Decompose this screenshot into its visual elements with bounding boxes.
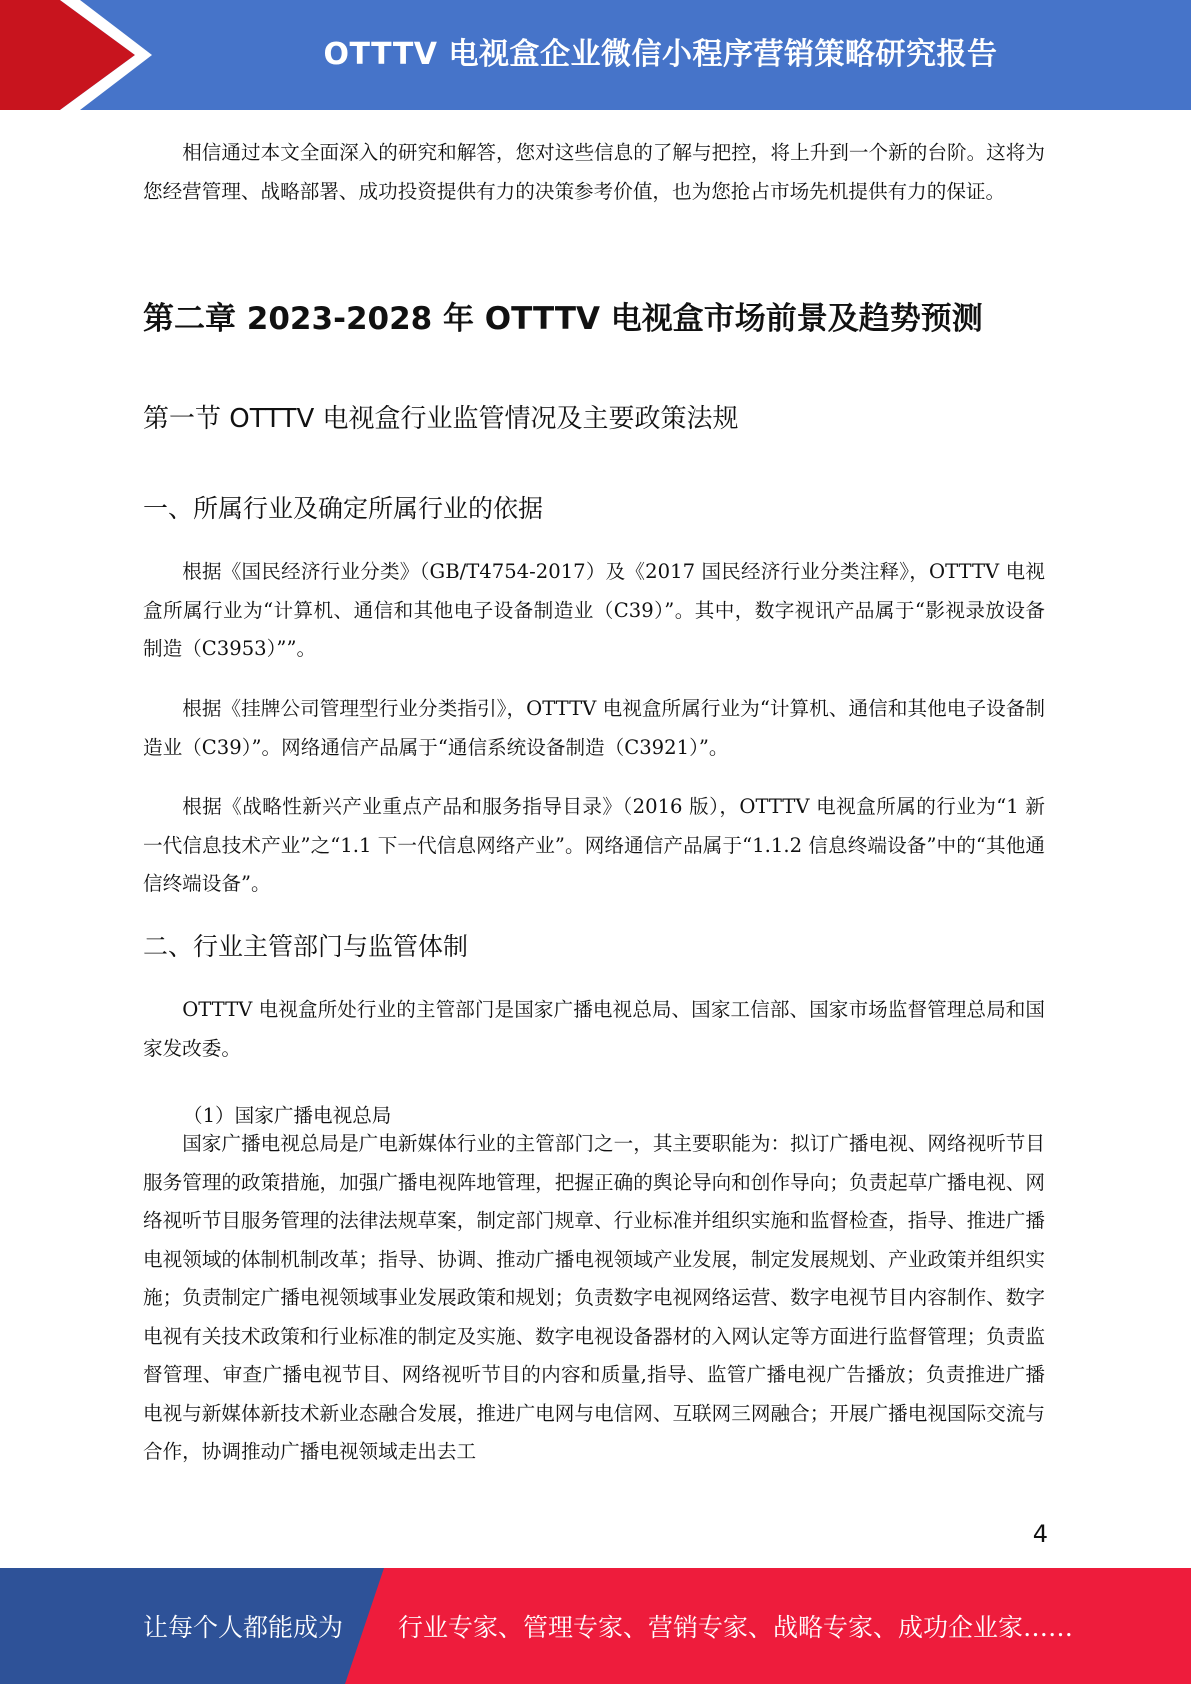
page-number: 4 bbox=[1032, 1520, 1048, 1548]
paragraph-industry-classification: 根据《国民经济行业分类》（GB/T4754-2017）及《2017 国民经济行业分类注释》，OTTTV 电视盒所属行业为“计算机、通信和其他电子设备制造业（C39）”。其中，数字视讯产品属于“影视录放设备制造（C3953）””。 bbox=[143, 560, 1045, 660]
page-header bbox=[0, 0, 1191, 110]
chapter-title: 第二章 2023-2028 年 OTTTV 电视盒市场前景及趋势预测 bbox=[143, 301, 983, 337]
subsection-title-2: 二、行业主管部门与监管体制 bbox=[143, 932, 469, 961]
paragraph-nrta-duties: 国家广播电视总局是广电新媒体行业的主管部门之一，其主要职能为：拟订广播电视、网络视听节目服务管理的政策措施，加强广播电视阵地管理，把握正确的舆论导向和创作导向；负责起草广播电视、网络视听节目服务管理的法律法规草案，制定部门规章、行业标准并组织实施和监督检查，指导、推进广播电视领域的体制机制改革；指导、协调、推动广播电视领域产业发展，制定发展规划、产业政策并组织实施；负责制定广播电视领域事业发展政策和规划；负责数字电视网络运营、数字电视节目内容制作、数字电视有关技术政策和行业标准的制定及实施、数字电视设备器材的入网认定等方面进行监督管理；负责监督管理、审查广播电视节目、网络视听节目的内容和质量,指导、监管广播电视广告播放；负责推进广播电视与新媒体新技术新业态融合发展，推进广电网与电信网、互联网三网融合；开展广播电视国际交流与合作，协调推动广播电视领域走出去工 bbox=[143, 1132, 1045, 1463]
paragraph-strategic-industry: 根据《战略性新兴产业重点产品和服务指导目录》（2016 版），OTTTV 电视盒所属的行业为“1 新一代信息技术产业”之“1.1 下一代信息网络产业”。网络通信产品属于“1.1.2 信息终端设备”中的“其他通信终端设备”。 bbox=[143, 795, 1045, 895]
subsection-title-1: 一、所属行业及确定所属行业的依据 bbox=[143, 494, 544, 523]
page-footer bbox=[0, 1568, 1191, 1684]
footer-slogan-right: 行业专家、管理专家、营销专家、战略专家、成功企业家…… bbox=[398, 1613, 1074, 1642]
intro-paragraph: 相信通过本文全面深入的研究和解答，您对这些信息的了解与把控，将上升到一个新的台阶。这将为您经营管理、战略部署、成功投资提供有力的决策参考价值，也为您抢占市场先机提供有力的保证。 bbox=[143, 141, 1045, 203]
list-item-nrta: （1）国家广播电视总局 bbox=[183, 1104, 392, 1127]
report-title: OTTTV 电视盒企业微信小程序营销策略研究报告 bbox=[323, 37, 998, 72]
paragraph-regulators: OTTTV 电视盒所处行业的主管部门是国家广播电视总局、国家工信部、国家市场监督管理总局和国家发改委。 bbox=[143, 998, 1045, 1060]
paragraph-listed-company-guide: 根据《挂牌公司管理型行业分类指引》，OTTTV 电视盒所属行业为“计算机、通信和其他电子设备制造业（C39）”。网络通信产品属于“通信系统设备制造（C3921）”。 bbox=[143, 697, 1045, 759]
section-title: 第一节 OTTTV 电视盒行业监管情况及主要政策法规 bbox=[143, 404, 739, 434]
footer-slogan-left: 让每个人都能成为 bbox=[143, 1613, 344, 1642]
header-chevron-decoration bbox=[0, 0, 160, 110]
